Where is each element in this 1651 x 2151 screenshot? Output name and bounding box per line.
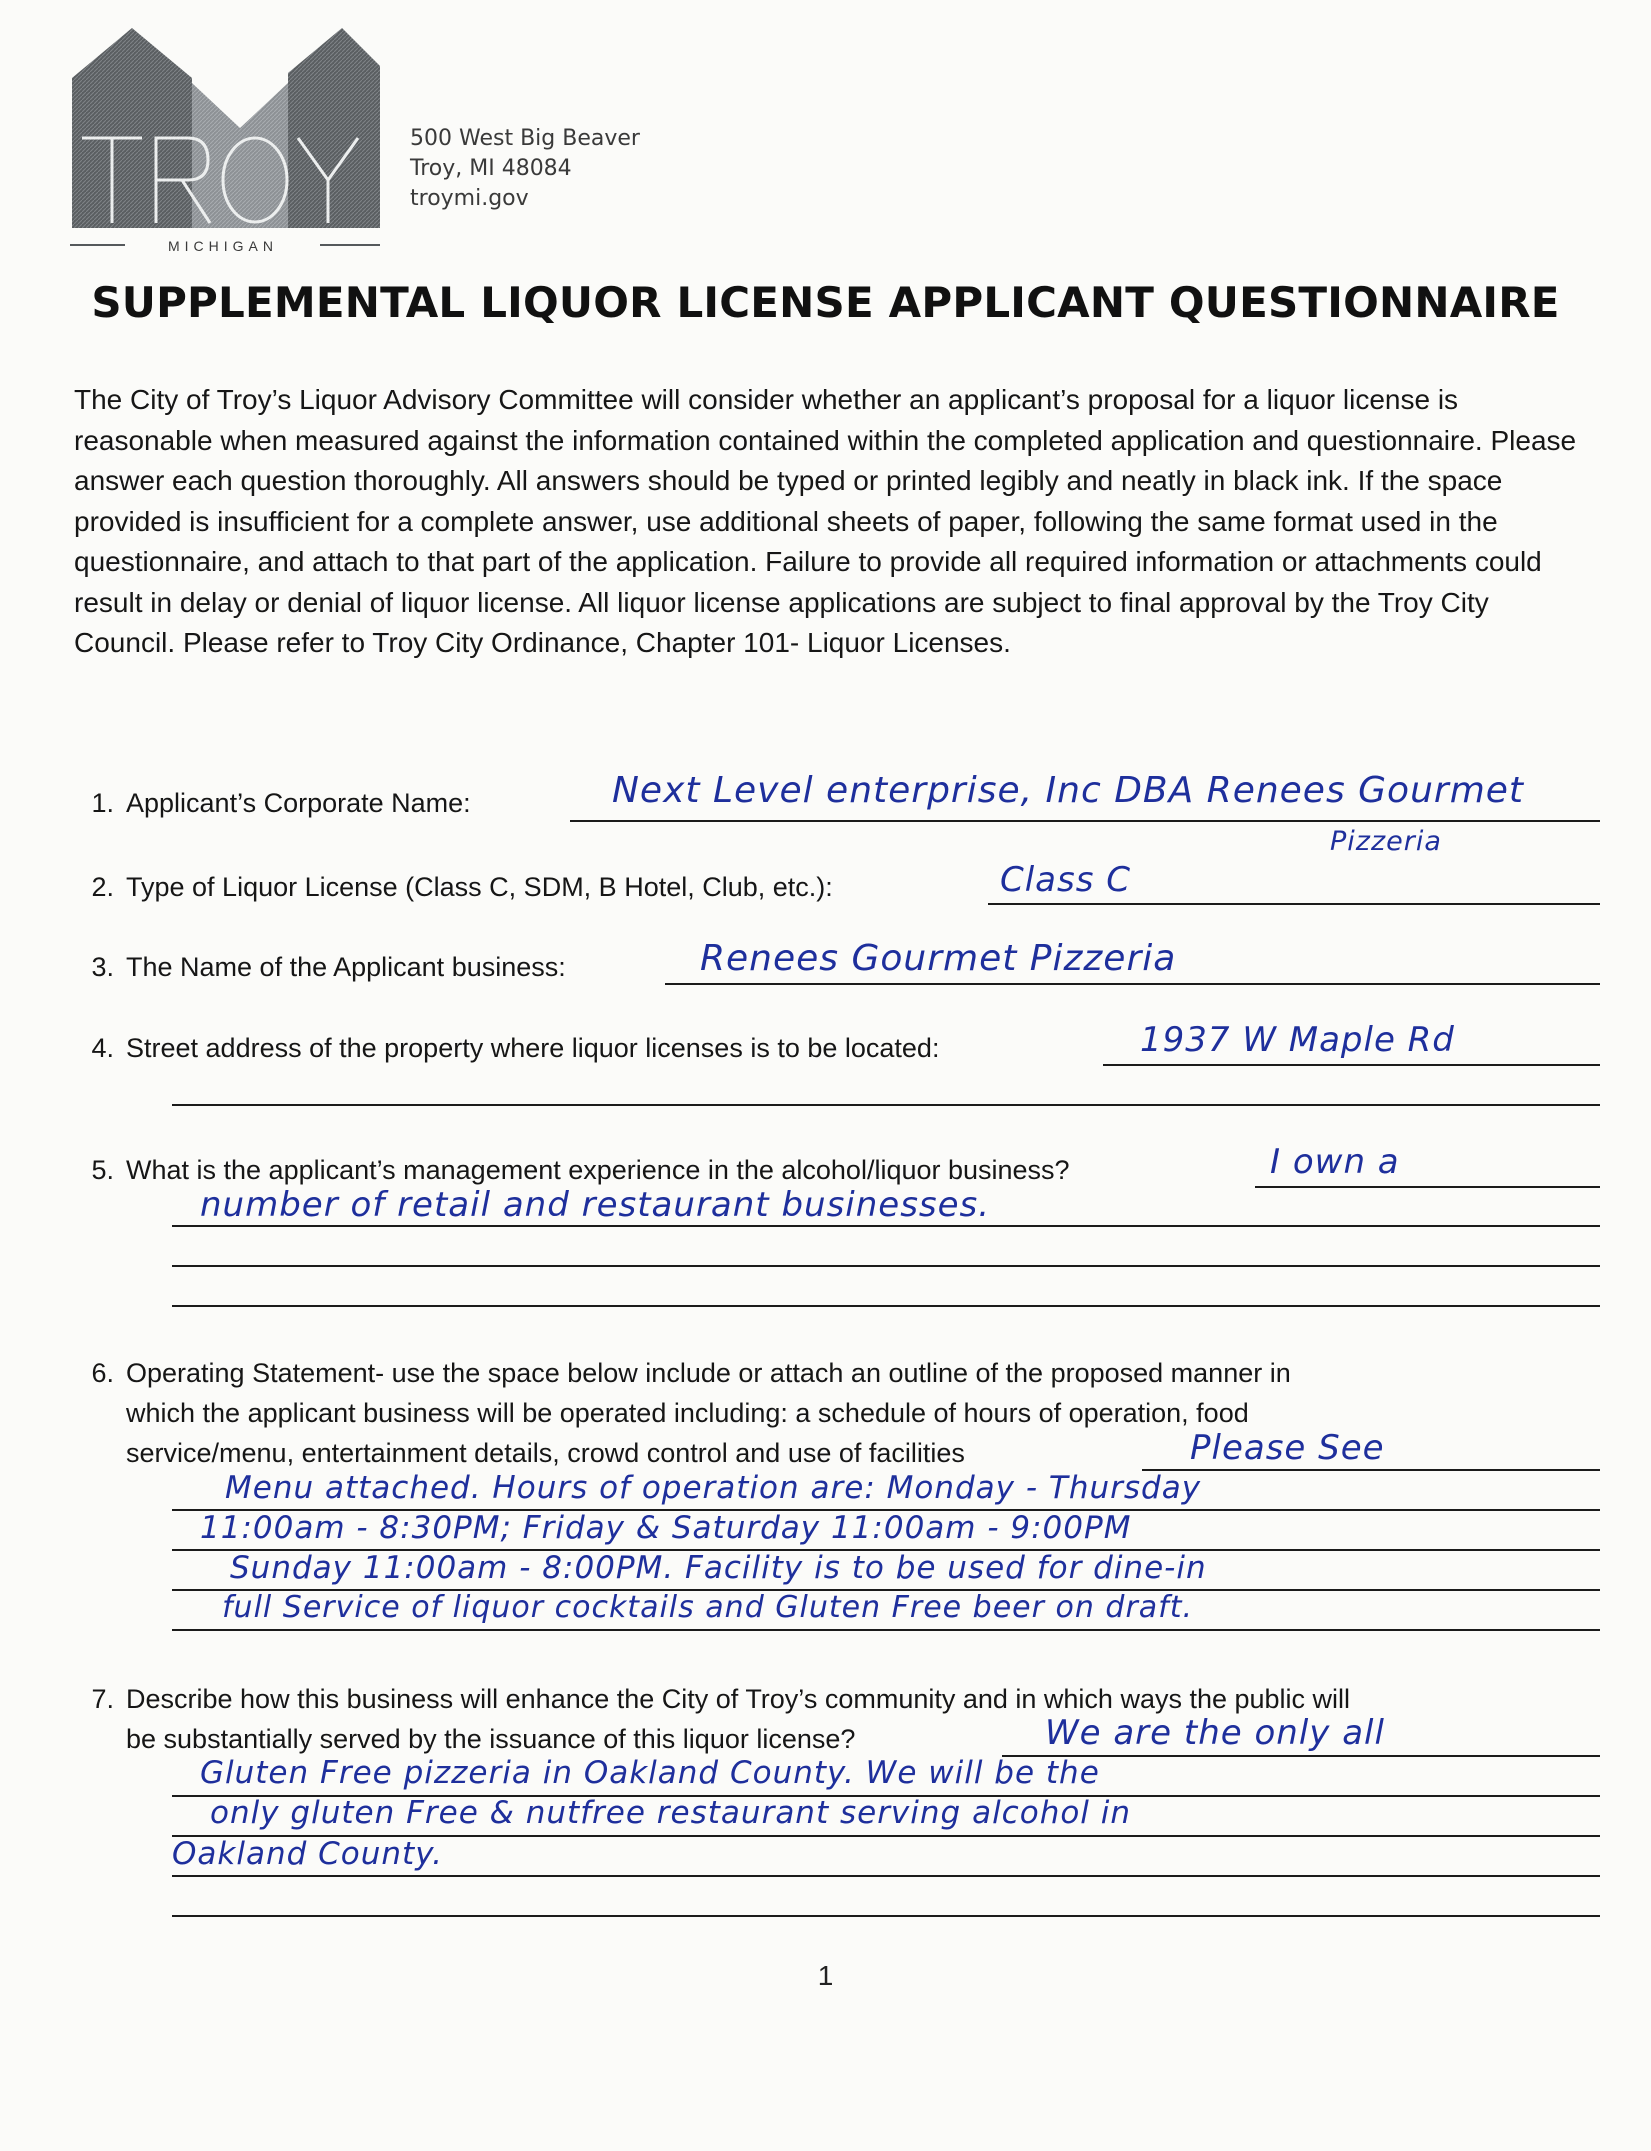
question-label: Type of Liquor License (Class C, SDM, B Hotel, Club, etc.): xyxy=(126,872,833,902)
address-website: troymi.gov xyxy=(410,186,529,211)
answer-corporate-name: Next Level enterprise, Inc DBA Renees Gourmet xyxy=(612,770,1525,811)
troy-logo-graphic xyxy=(70,28,400,253)
answer-line xyxy=(1103,1064,1600,1066)
answer-line xyxy=(172,1265,1600,1267)
answer-community-4: Oakland County. xyxy=(172,1836,443,1872)
question-number: 3. xyxy=(91,952,114,982)
answer-operating-1: Please See xyxy=(1190,1428,1385,1468)
question-number: 5. xyxy=(91,1155,114,1185)
intro-paragraph: The City of Troy’s Liquor Advisory Committee will consider whether an applicant’s proposal for a liquor license is reasonable when measured against the information contained within the completed application and questionnaire. Please answer each question thoroughly. All answers should be typed or printed legibly and neatly in black ink. If the space provided is insufficient for a complete answer, use additional sheets of paper, following the same format used in the questionnaire, and attach to that part of the application. Failure to provide all required information or attachments could result in delay or denial of liquor license. All liquor license applications are subject to final approval by the Troy City Council. Please refer to Troy City Ordinance, Chapter 101- Liquor Licenses. xyxy=(74,384,1577,658)
question-label: Street address of the property where liquor licenses is to be located: xyxy=(126,1033,940,1063)
answer-line xyxy=(172,1629,1600,1631)
answer-line xyxy=(172,1104,1600,1106)
answer-operating-2: Menu attached. Hours of operation are: Monday - Thursday xyxy=(225,1470,1202,1506)
answer-operating-5: full Service of liquor cocktails and Gluten Free beer on draft. xyxy=(222,1590,1194,1625)
answer-line xyxy=(172,1225,1600,1227)
troy-logo xyxy=(70,28,400,253)
answer-community-2: Gluten Free pizzeria in Oakland County. We will be the xyxy=(200,1755,1100,1791)
address-street: 500 West Big Beaver xyxy=(410,126,640,151)
answer-community-3: only gluten Free & nutfree restaurant serving alcohol in xyxy=(210,1795,1132,1831)
question-number: 1. xyxy=(91,788,114,818)
answer-community-1: We are the only all xyxy=(1045,1713,1385,1753)
question-label: The Name of the Applicant business: xyxy=(126,952,566,982)
question-number: 6. xyxy=(91,1358,114,1388)
answer-line xyxy=(665,983,1600,985)
answer-line xyxy=(1142,1469,1600,1471)
question-number: 4. xyxy=(91,1033,114,1063)
address-city: Troy, MI 48084 xyxy=(410,156,572,181)
answer-corporate-name-cont: Pizzeria xyxy=(1330,826,1442,857)
answer-line xyxy=(988,903,1600,905)
answer-experience-1: I own a xyxy=(1270,1142,1400,1182)
answer-line xyxy=(172,1305,1600,1307)
page-number: 1 xyxy=(817,1960,834,1991)
answer-line xyxy=(172,1875,1600,1877)
answer-line xyxy=(570,820,1600,822)
question-label-line-3: service/menu, entertainment details, crowd control and use of facilities xyxy=(126,1438,965,1468)
question-number: 7. xyxy=(91,1684,114,1714)
answer-license-type: Class C xyxy=(1000,860,1131,900)
question-label: What is the applicant’s management experience in the alcohol/liquor business? xyxy=(126,1155,1070,1185)
answer-line xyxy=(172,1915,1600,1917)
document-title: SUPPLEMENTAL LIQUOR LICENSE APPLICANT QUESTIONNAIRE xyxy=(91,278,1560,327)
svg-text:MICHIGAN: MICHIGAN xyxy=(168,238,278,253)
question-label-line-2: be substantially served by the issuance of this liquor license? xyxy=(126,1724,856,1754)
question-label-line-2: which the applicant business will be operated including: a schedule of hours of operation, food xyxy=(126,1398,1249,1428)
answer-operating-3: 11:00am - 8:30PM; Friday & Saturday 11:00am - 9:00PM xyxy=(200,1510,1132,1546)
answer-experience-2: number of retail and restaurant businesses. xyxy=(200,1185,991,1225)
question-label-line-1: Describe how this business will enhance the City of Troy’s community and in which ways the public will xyxy=(126,1684,1351,1714)
answer-street-address: 1937 W Maple Rd xyxy=(1140,1020,1455,1060)
question-number: 2. xyxy=(91,872,114,902)
question-label-line-1: Operating Statement- use the space below include or attach an outline of the proposed manner in xyxy=(126,1358,1291,1388)
question-label: Applicant’s Corporate Name: xyxy=(126,788,471,818)
answer-business-name: Renees Gourmet Pizzeria xyxy=(700,938,1177,979)
answer-operating-4: Sunday 11:00am - 8:00PM. Facility is to be used for dine-in xyxy=(230,1550,1207,1586)
answer-line xyxy=(1255,1186,1600,1188)
address-block xyxy=(410,124,640,214)
